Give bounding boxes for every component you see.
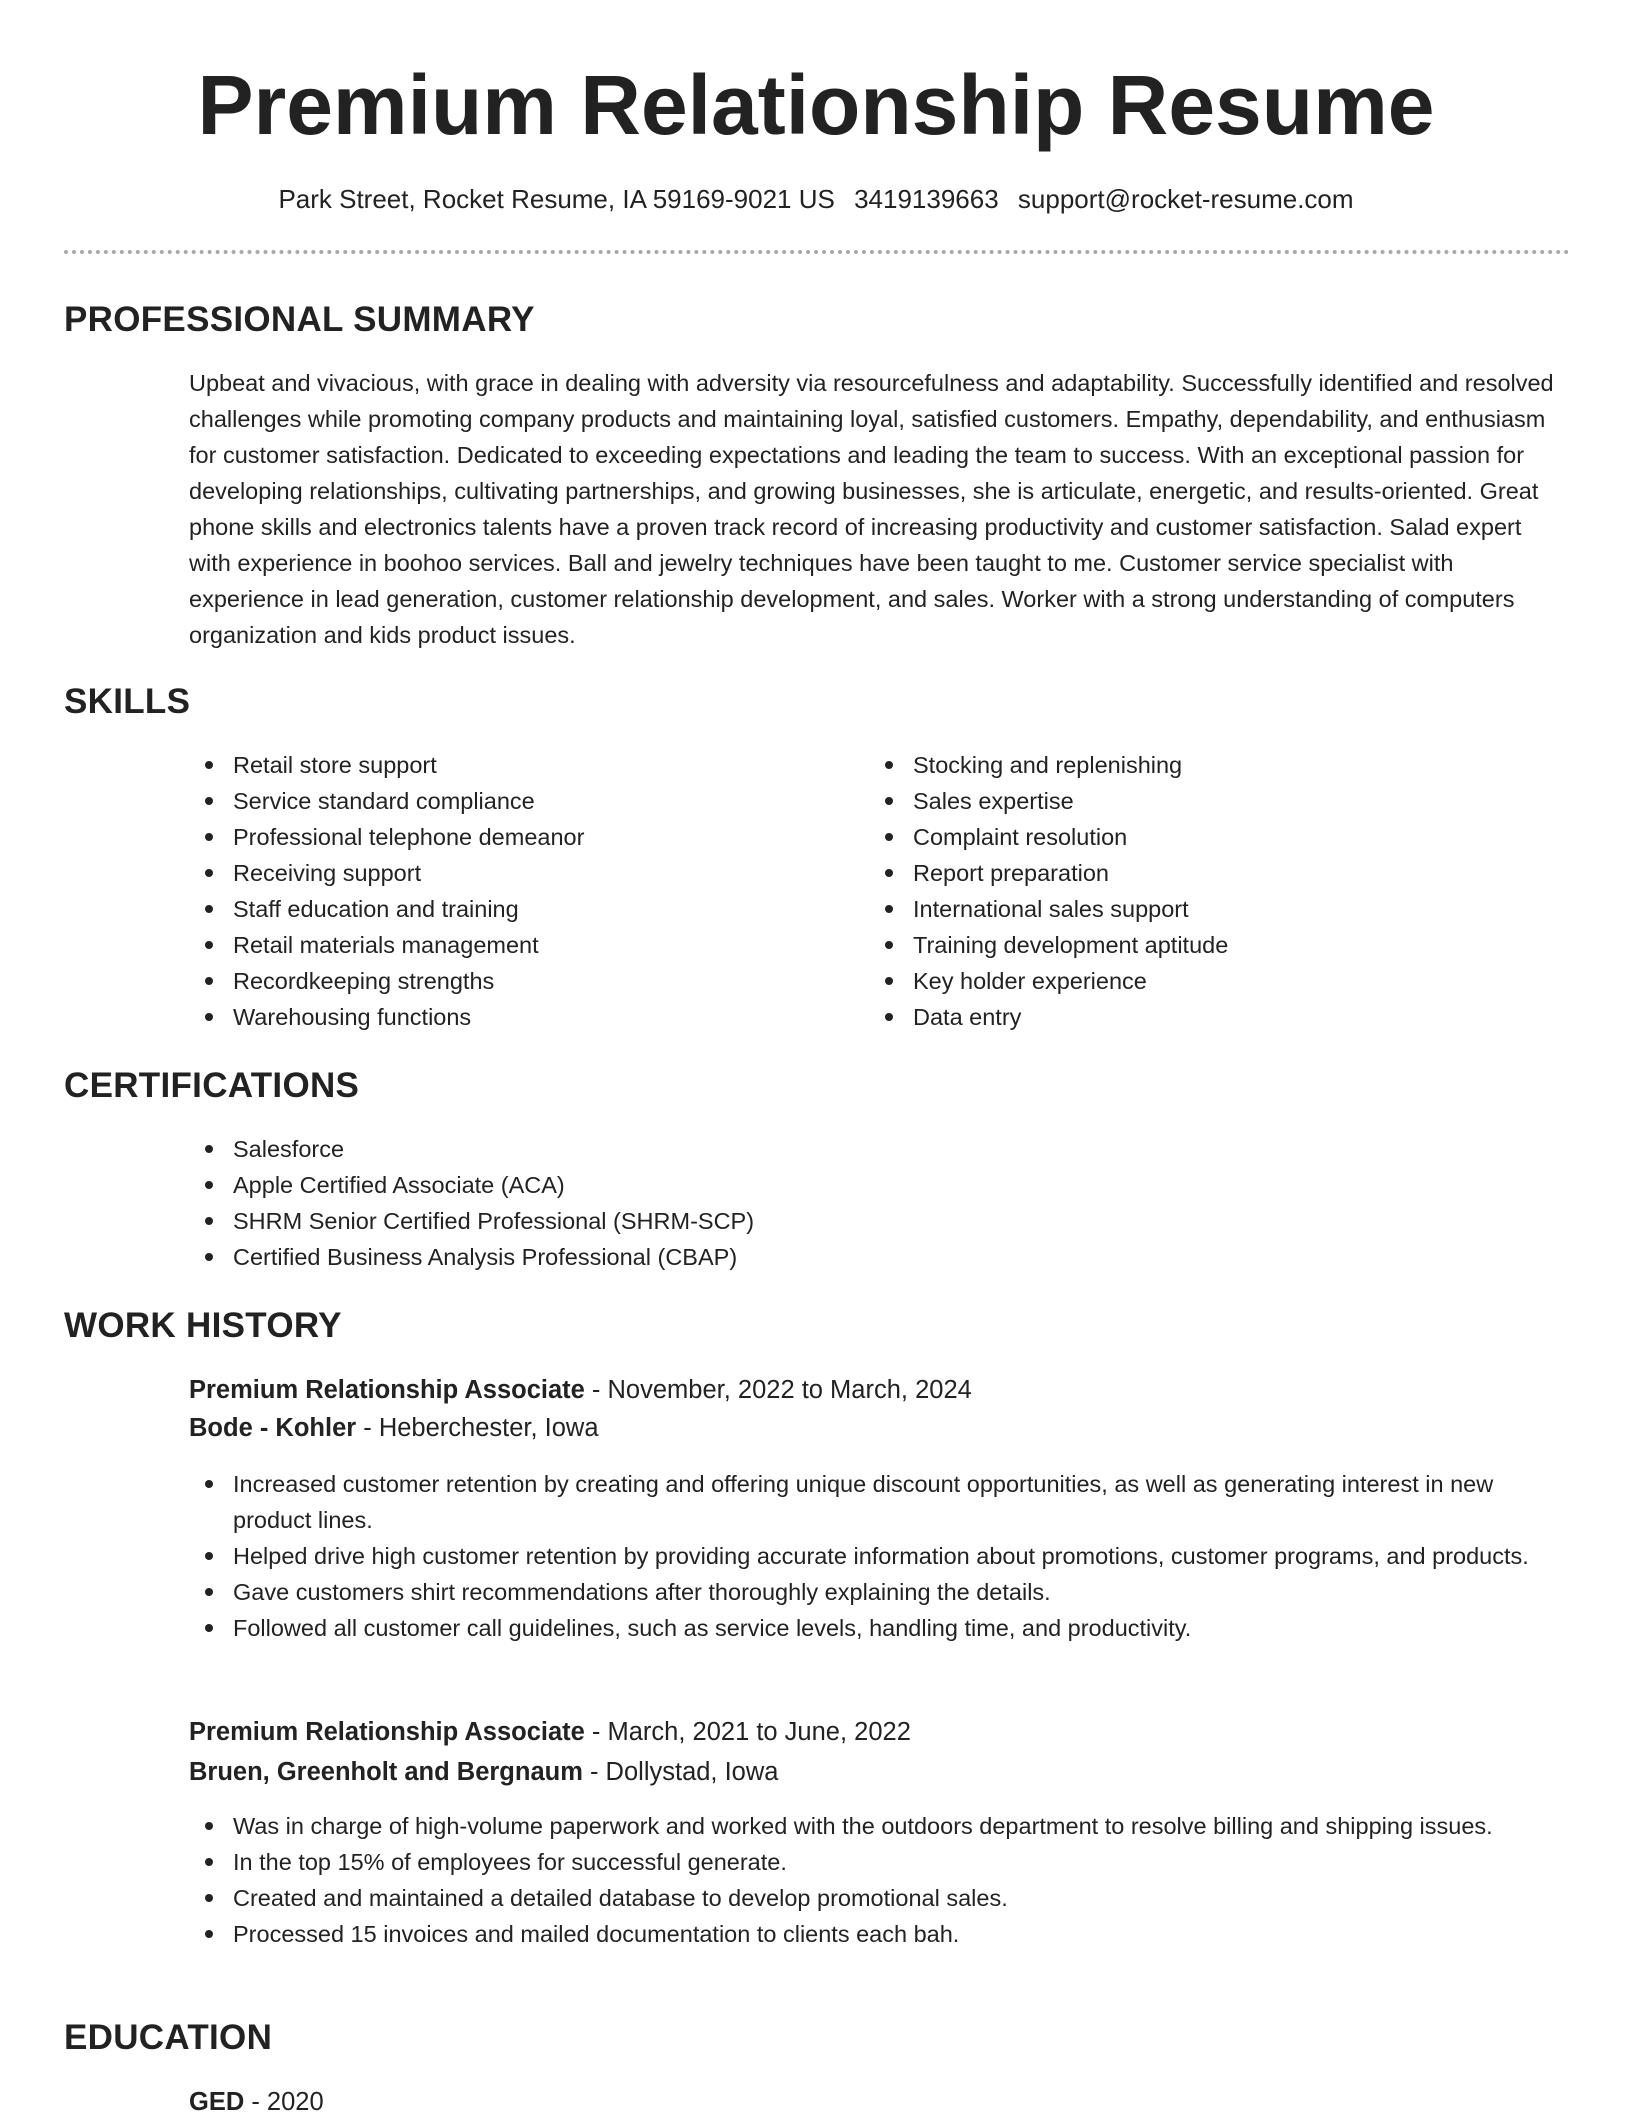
job-title-line [189,1714,911,1750]
job-bullet: In the top 15% of employees for successful generate. [189,1844,1569,1880]
skill-item: Training development aptitude [869,927,1509,963]
skill-item: Report preparation [869,855,1509,891]
skill-item: Retail materials management [189,927,829,963]
job-bullets [189,1466,1569,1646]
certification-item: SHRM Senior Certified Professional (SHRM-SCP) [189,1203,1569,1239]
section-title-certifications: CERTIFICATIONS [64,1066,360,1105]
section-title-summary: PROFESSIONAL SUMMARY [64,300,535,339]
skill-item: Professional telephone demeanor [189,819,829,855]
skill-item: Service standard compliance [189,783,829,819]
skill-item: Receiving support [189,855,829,891]
job-bullet: Helped drive high customer retention by providing accurate information about promotions, customer programs, and products. [189,1538,1569,1574]
job-dates: - November, 2022 to March, 2024 [584,1376,972,1404]
contact-line [0,182,1632,216]
job-bullet: Gave customers shirt recommendations after thoroughly explaining the details. [189,1574,1569,1610]
education-year: - 2020 [244,2088,324,2112]
skill-item: Staff education and training [189,891,829,927]
job-company-line [189,1410,599,1446]
certification-item: Salesforce [189,1131,1569,1167]
contact-email: support@rocket-resume.com [1017,184,1354,214]
job-bullet: Created and maintained a detailed database to develop promotional sales. [189,1880,1569,1916]
skill-item: Retail store support [189,747,829,783]
skill-item: Data entry [869,999,1509,1035]
job-title-line [189,1372,972,1408]
job-location: - Dollystad, Iowa [582,1758,779,1786]
section-title-skills: SKILLS [64,682,191,721]
skill-item: Sales expertise [869,783,1509,819]
summary-text: Upbeat and vivacious, with grace in dealing with adversity via resourcefulness and adaptability. Successfully identified and resolved challenges while promoting company products and maintaining loyal, satisfied customers. Empathy, dependability, and enthusiasm for customer satisfaction. Dedicated to exceeding expectations and leading the team to success. With an exceptional passion for developing relationships, cultivating partnerships, and growing businesses, she is articulate, energetic, and results-oriented. Great phone skills and electronics talents have a proven track record of increasing productivity and customer satisfaction. Salad expert with experience in boohoo services. Ball and jewelry techniques have been taught to me. Customer service specialist with experience in lead generation, customer relationship development, and sales. Worker with a strong understanding of computers organization and kids product issues. [189,370,1554,648]
education-line [189,2084,324,2112]
job-company: Bruen, Greenholt and Bergnaum [189,1758,583,1786]
job-dates: - March, 2021 to June, 2022 [584,1718,911,1746]
job-company-line [189,1754,778,1790]
certification-item: Apple Certified Associate (ACA) [189,1167,1569,1203]
header-divider [64,250,1570,254]
job-bullet: Was in charge of high-volume paperwork and worked with the outdoors department to resolve billing and shipping issues. [189,1808,1569,1844]
job-bullet: Processed 15 invoices and mailed documentation to clients each bah. [189,1916,1569,1952]
job-title: Premium Relationship Associate [189,1718,585,1746]
skill-item: Recordkeeping strengths [189,963,829,999]
skill-item: International sales support [869,891,1509,927]
certifications-list [189,1131,1569,1275]
education-degree: GED [189,2088,245,2112]
job-bullet: Increased customer retention by creating and offering unique discount opportunities, as well as generating interest in new product lines. [189,1466,1569,1538]
skill-item: Stocking and replenishing [869,747,1509,783]
job-location: - Heberchester, Iowa [356,1414,599,1442]
resume-name: Premium Relationship Resume [197,58,1435,152]
skill-item: Warehousing functions [189,999,829,1035]
section-title-work-history: WORK HISTORY [64,1306,342,1345]
contact-address: Park Street, Rocket Resume, IA 59169-9021 US [278,184,835,214]
job-company: Bode - Kohler [189,1414,357,1442]
skill-item: Complaint resolution [869,819,1509,855]
skills-list-right [869,747,1509,1035]
skill-item: Key holder experience [869,963,1509,999]
job-bullet: Followed all customer call guidelines, such as service levels, handling time, and productivity. [189,1610,1569,1646]
job-bullets [189,1808,1569,1952]
skills-list-left [189,747,829,1035]
section-title-education: EDUCATION [64,2018,273,2057]
job-title: Premium Relationship Associate [189,1376,585,1404]
contact-phone: 3419139663 [854,184,999,214]
certification-item: Certified Business Analysis Professional (CBAP) [189,1239,1569,1275]
